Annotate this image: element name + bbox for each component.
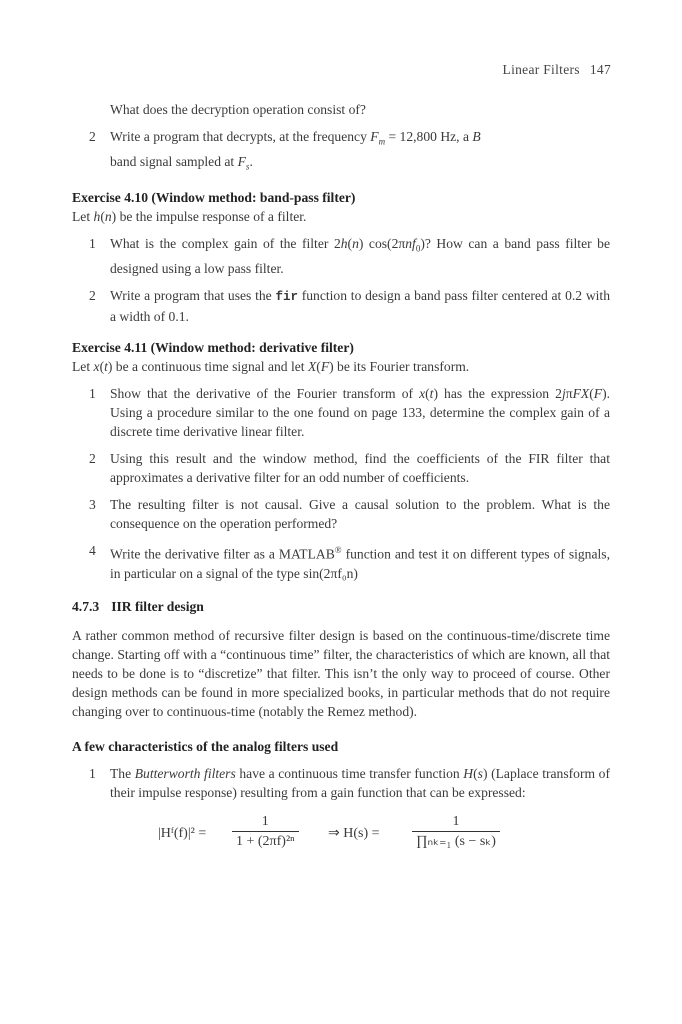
- section-4-7-3-paragraph: A rather common method of recursive filter design is based on the continuous-time/discrete time change. Starting off with a “continuous time” filter, the characteristics of which are known, all that needs to be done is to “discretize” that filter. This isn’t the only way to proceed of course. Other design methods can be found in more specialized books, in particular methods that do not require changing over to continuous-time (notably the Remez method).: [72, 627, 610, 719]
- list-item: 1 What is the complex gain of the filter 2h(n) cos(2πnf$_0$)? How can a band pass filter be designed using a low pass filter.: [89, 236, 611, 277]
- formula-lhs: |Hᶠ(f)|² =: [158, 825, 207, 841]
- list-item: 4 Write the derivative filter as a MATLAB® function and test it on different types of signals, in particular on a signal of the type sin(2πf₀n): [89, 543, 610, 581]
- formula-arrow: ⇒ H(s) =: [328, 825, 380, 841]
- list-item: 1 Show that the derivative of the Fourier transform of x(t) has the expression 2jπFX(F). Using a procedure similar to the one found on page 133, determine the complex gain of a discrete time derivative linear filter.: [89, 386, 610, 440]
- code-fir: fir: [275, 290, 298, 305]
- list-item: 2 Write a program that uses the fir function to design a band pass filter centered at 0.2 with a width of 0.1.: [89, 288, 610, 325]
- section-4-7-3-heading: 4.7.3 IIR filter design: [72, 598, 204, 614]
- running-title: Linear Filters: [502, 62, 580, 77]
- question-text: What does the decryption operation consist of?: [110, 102, 366, 117]
- exercise-4-11-title: Exercise 4.11 (Window method: derivative filter): [72, 340, 354, 356]
- exercise-4-10-intro: Let h(n) be the impulse response of a filter.: [72, 209, 307, 225]
- list-item: 2 Write a program that decrypts, at the frequency $F_m = 12,800$ Hz, a B band signal sampled at $F_s$.: [89, 129, 481, 172]
- list-item: 3 The resulting filter is not causal. Give a causal solution to the problem. What is the consequence on the operation performed?: [89, 497, 610, 532]
- analog-filters-heading: A few characteristics of the analog filters used: [72, 738, 339, 754]
- formula-fraction-1: $\frac{1}{\text{1 + (2πf)²ⁿ}}$: [232, 812, 299, 851]
- exercise-4-11-intro: Let x(t) be a continuous time signal and let X(F) be its Fourier transform.: [72, 359, 470, 375]
- formula-fraction-2: $\frac{1}{\text{∏ₙₖ₌₁ (s − sₖ)}}$: [412, 812, 500, 851]
- list-item: 1 The Butterworth filters have a continuous time transfer function H(s) (Laplace transform of their impulse response) resulting from a gain function that can be expressed:: [89, 765, 610, 800]
- page-number: 147: [589, 62, 611, 77]
- running-header: [503, 62, 611, 78]
- page-body: [72, 100, 610, 862]
- list-item: 2 Using this result and the window method, find the coefficients of the FIR filter that approximates a derivative filter for an odd number of coefficients.: [89, 451, 610, 486]
- exercise-4-10-title: Exercise 4.10 (Window method: band-pass filter): [72, 190, 356, 206]
- butterworth-formula: [72, 812, 610, 862]
